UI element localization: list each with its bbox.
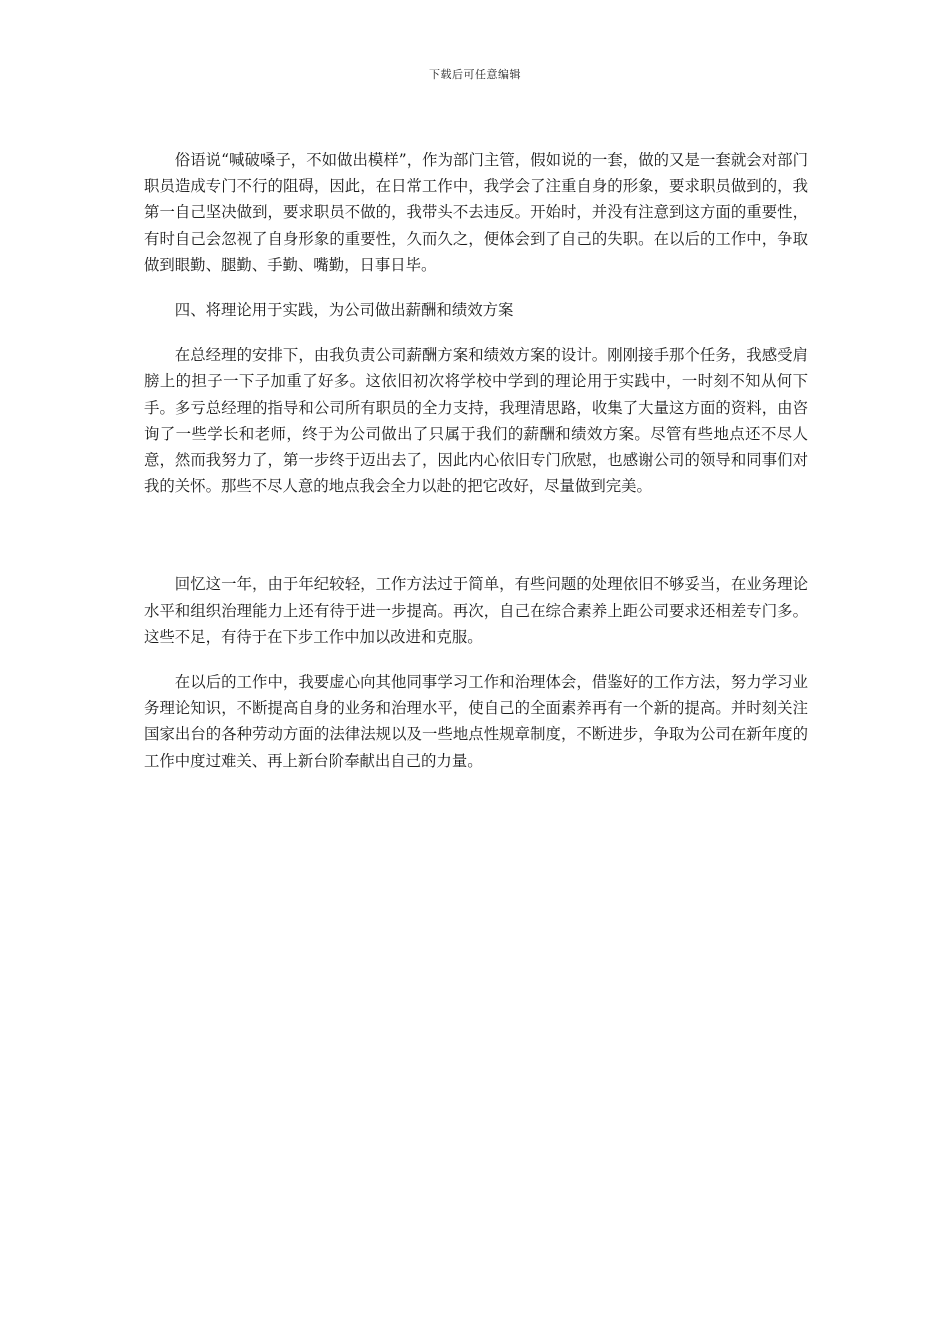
- paragraph-role-model: 俗语说“喊破嗓子，不如做出模样”，作为部门主管，假如说的一套，做的又是一套就会对部门职员造成专门不行的阻碍，因此，在日常工作中，我学会了注重自身的形象，要求职员做到的，我第一自己坚决做到，要求职员不做的，我带头不去违反。开始时，并没有注意到这方面的重要性，有时自己会忽视了自身形象的重要性，久而久之，便体会到了自己的失职。在以后的工作中，争取做到眼勤、腿勤、手勤、嘴勤，日事日毕。: [144, 151, 808, 274]
- paragraph-spacer: [144, 499, 808, 571]
- paragraph-spacer: [144, 278, 808, 297]
- paragraph-spacer: [144, 650, 808, 669]
- paragraph-future-work: 在以后的工作中，我要虚心向其他同事学习工作和治理体会，借鉴好的工作方法，努力学习业务理论知识，不断提高自身的业务和治理水平，使自己的全面素养再有一个新的提高。并时刻关注国家出台的各种劳动方面的法律法规以及一些地点性规章制度，不断进步，争取为公司在新年度的工作中度过难关、再上新台阶奉献出自己的力量。: [144, 673, 808, 770]
- page-header: 下载后可任意编辑: [429, 68, 521, 81]
- paragraph-salary-plan: 在总经理的安排下，由我负责公司薪酬方案和绩效方案的设计。刚刚接手那个任务，我感受肩膀上的担子一下子加重了好多。这依旧初次将学校中学到的理论用于实践中，一时刻不知从何下手。多亏总经理的指导和公司所有职员的全力支持，我理清思路，收集了大量这方面的资料，由咨询了一些学长和老师，终于为公司做出了只属于我们的薪酬和绩效方案。尽管有些地点还不尽人意，然而我努力了，第一步终于迈出去了，因此内心依旧专门欣慰，也感谢公司的领导和同事们对我的关怀。那些不尽人意的地点我会全力以赴的把它改好，尽量做到完美。: [144, 346, 808, 496]
- paragraph-reflection: 回忆这一年，由于年纪较轻，工作方法过于简单，有些问题的处理依旧不够妥当，在业务理论水平和组织治理能力上还有待于进一步提高。再次，自己在综合素养上距公司要求还相差专门多。这些不足，有待于在下步工作中加以改进和克服。: [144, 575, 808, 646]
- paragraph-spacer: [144, 323, 808, 342]
- document-body: [144, 147, 808, 774]
- section-heading-four: 四、将理论用于实践，为公司做出薪酬和绩效方案: [174, 301, 514, 320]
